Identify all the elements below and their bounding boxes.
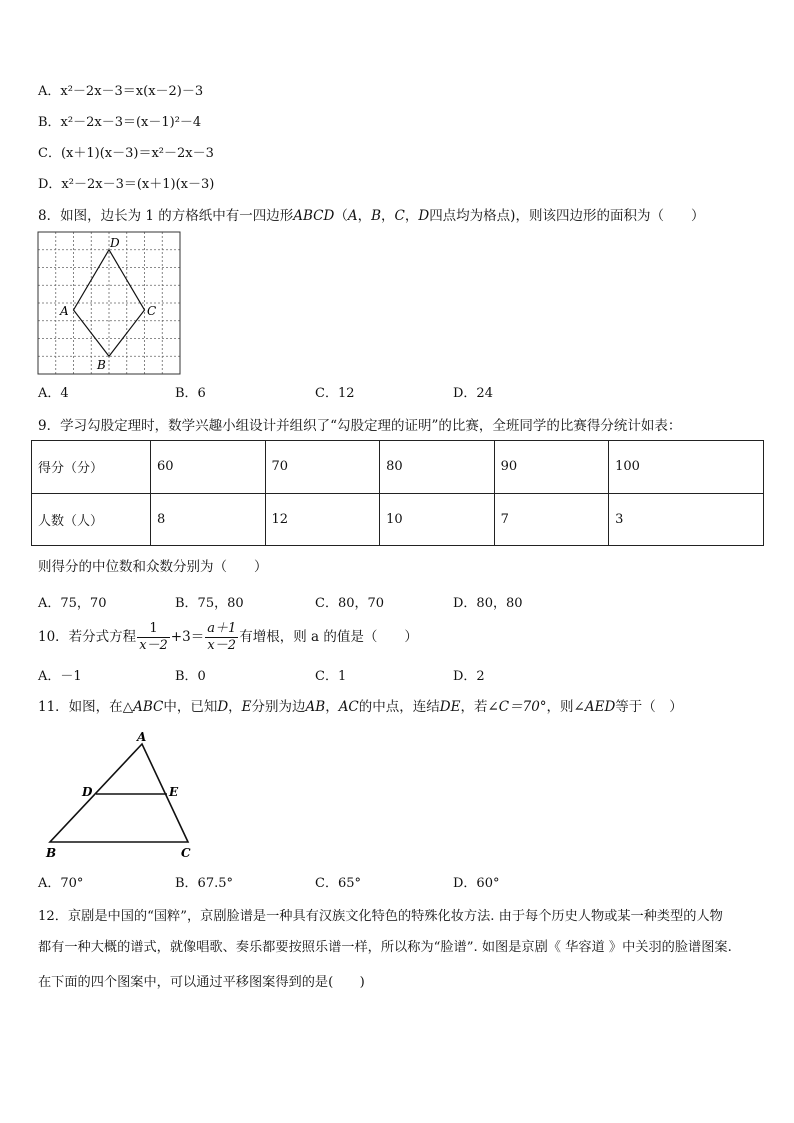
q12-line-2: 都有一种大概的谱式，就像唱歌、奏乐都要按照乐谱一样，所以称为“脸谱”. 如图是京剧《 华容道 》中关羽的脸谱图案.: [38, 940, 732, 955]
table-header-cell: 得分（分）: [32, 441, 151, 494]
q8-option-a: A．4: [38, 386, 69, 401]
q8-option-c: C．12: [315, 386, 355, 401]
q8-label-d: D: [110, 236, 120, 250]
table-cell: 12: [265, 493, 380, 546]
triangle-abc: [50, 744, 188, 842]
q7-option-d: D．x²－2x－3＝(x＋1)(x－3): [38, 177, 215, 192]
table-cell: 60: [151, 441, 266, 494]
fraction-1: $\frac{1}{x-2}$: [139, 621, 168, 653]
q10-option-b: B．0: [175, 669, 206, 684]
table-cell: 7: [494, 493, 609, 546]
q12-line-3: 在下面的四个图案中，可以通过平移图案得到的是( ): [38, 975, 365, 990]
q7-option-a: A．x²－2x－3＝x(x－2)－3: [38, 84, 204, 99]
q8-option-b: B．6: [175, 386, 206, 401]
table-cell: 70: [265, 441, 380, 494]
q11-option-c: C．65°: [315, 876, 361, 891]
table-header-cell: 人数（人）: [32, 493, 151, 546]
q9-stem: 9．学习勾股定理时，数学兴趣小组设计并组织了“勾股定理的证明”的比赛，全班同学的比赛得分统计如表：: [38, 418, 682, 434]
q11-option-b: B．67.5°: [175, 876, 233, 891]
q8-option-d: D．24: [453, 386, 493, 401]
table-cell: 90: [494, 441, 609, 494]
q8-label-b: B: [97, 358, 106, 372]
q9-question: 则得分的中位数和众数分别为（ ）: [38, 559, 268, 575]
q8-grid-figure: [38, 232, 180, 374]
table-cell: 8: [151, 493, 266, 546]
q9-option-a: A．75，70: [38, 596, 107, 611]
q11-option-a: A．70°: [38, 876, 84, 891]
q11-triangle-figure: [38, 728, 208, 863]
q7-option-c: C．(x＋1)(x－3)＝x²－2x－3: [38, 146, 214, 161]
q8-stem: 8．如图，边长为 1 的方格纸中有一四边形ABCD（A，B，C，D四点均为格点)，则该四边形的面积为（ ）: [38, 208, 705, 224]
q10-option-a: A．－1: [38, 669, 82, 684]
table-cell: 100: [609, 441, 764, 494]
q8-label-a: A: [60, 304, 69, 318]
q11-label-a: A: [137, 730, 147, 744]
table-row: [32, 493, 764, 546]
q11-label-d: D: [82, 785, 93, 799]
q11-label-c: C: [181, 846, 191, 860]
q9-option-c: C．80，70: [315, 596, 385, 611]
fraction-2: $\frac{a+1}{x-2}$: [207, 621, 237, 653]
q9-option-d: D．80，80: [453, 596, 523, 611]
q10-option-d: D．2: [453, 669, 485, 684]
q11-stem: 11．如图，在△ABC中，已知D，E分别为边AB，AC的中点，连结DE，若∠C＝70°，则∠AED等于（ ）: [38, 699, 683, 715]
q12-line-1: 12．京剧是中国的“国粹”，京剧脸谱是一种具有汉族文化特色的特殊化妆方法. 由于每个历史人物或某一种类型的人物: [38, 909, 723, 924]
q8-label-c: C: [147, 304, 157, 318]
q7-option-b: B．x²－2x－3＝(x－1)²－4: [38, 115, 202, 130]
q10-stem: 10．若分式方程 $\frac{1}{x-2}$ +3＝ $\frac{a+1}{x-2}$ 有增根，则 a 的值是（ ）: [38, 621, 418, 653]
q11-label-b: B: [46, 846, 57, 860]
table-cell: 10: [380, 493, 495, 546]
table-cell: 80: [380, 441, 495, 494]
q10-option-c: C．1: [315, 669, 347, 684]
table-cell: 3: [609, 493, 764, 546]
q9-option-b: B．75，80: [175, 596, 244, 611]
table-row: [32, 441, 764, 494]
q11-option-d: D．60°: [453, 876, 500, 891]
q11-label-e: E: [169, 785, 179, 799]
score-table: [31, 440, 764, 546]
